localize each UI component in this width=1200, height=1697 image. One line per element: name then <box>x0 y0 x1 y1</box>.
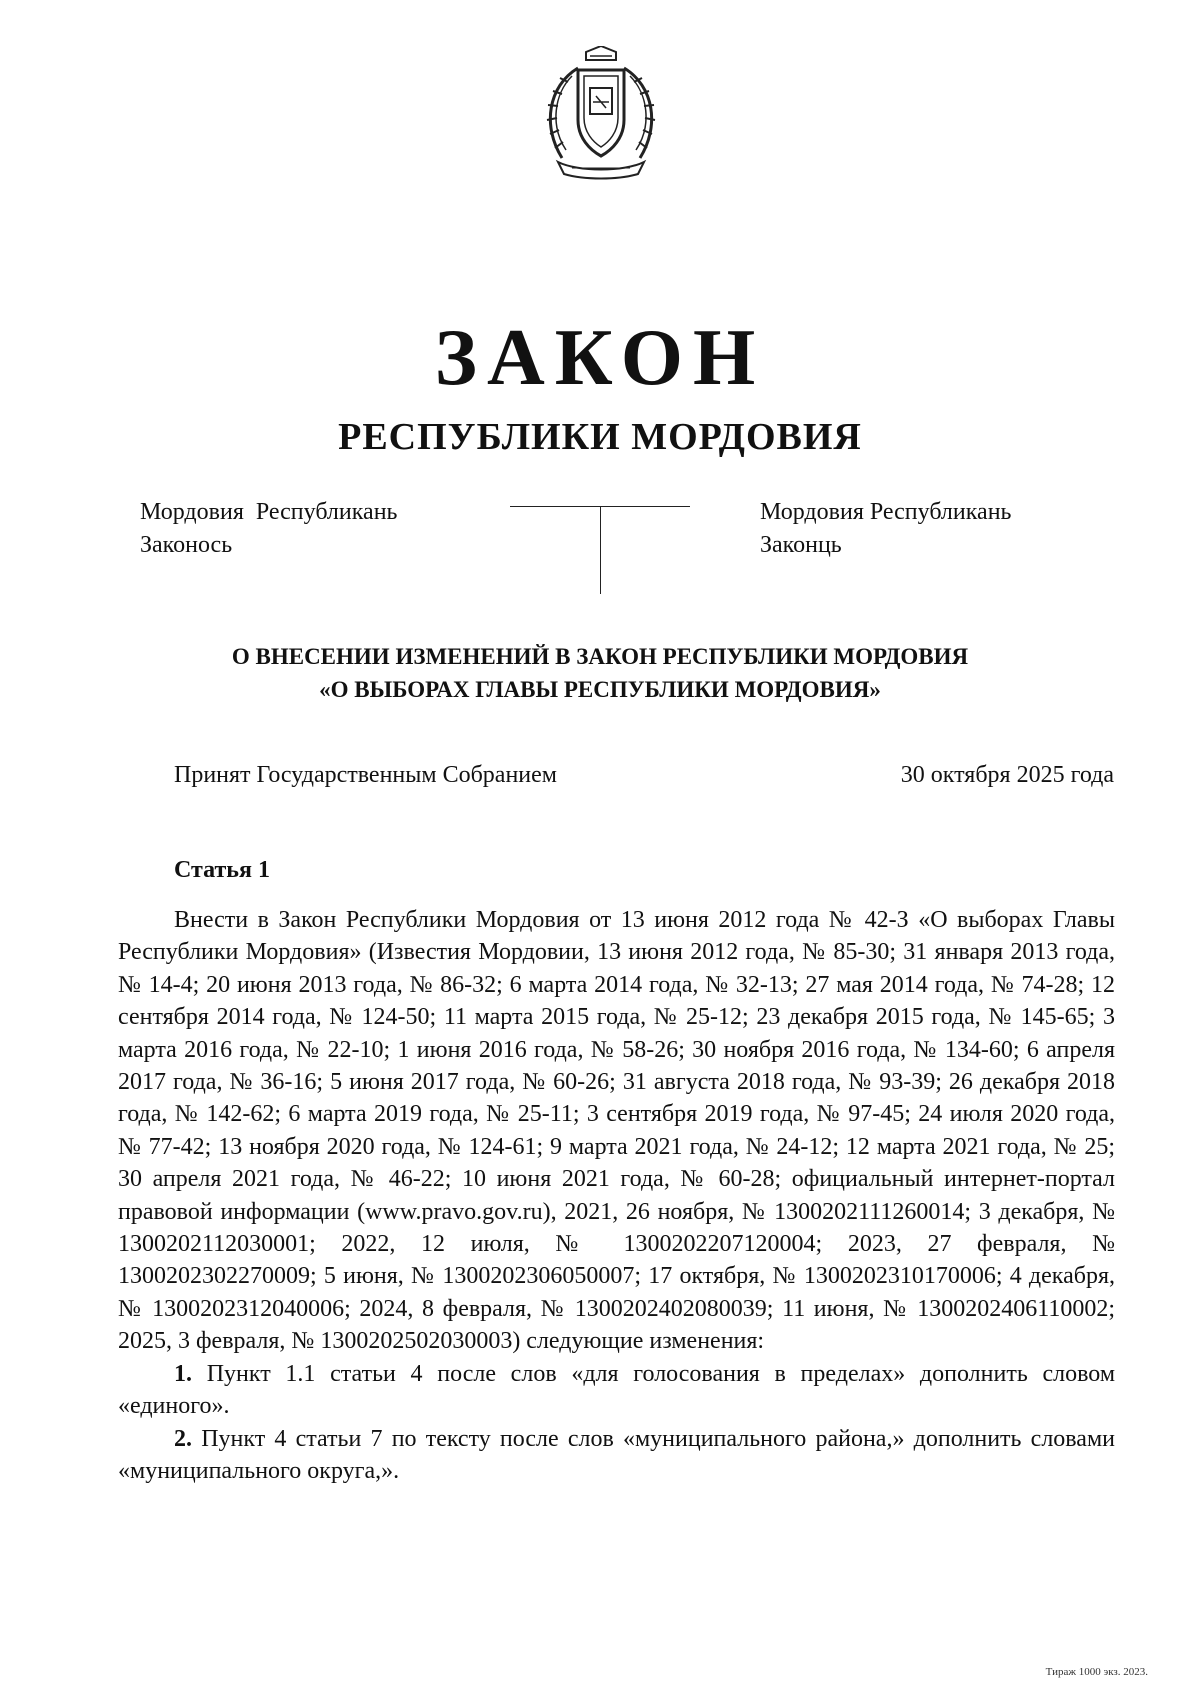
erzya-line-1: Мордовия Республикань <box>760 499 1012 525</box>
article-heading: Статья 1 <box>174 857 270 883</box>
erzya-law-name <box>760 496 1011 562</box>
law-subtitle: РЕСПУБЛИКИ МОРДОВИЯ <box>338 416 862 458</box>
coat-of-arms-icon <box>538 46 664 182</box>
article-item-number: 2. <box>174 1425 192 1452</box>
article-body <box>118 904 1115 1487</box>
document-title-line-1: О ВНЕСЕНИИ ИЗМЕНЕНИЙ В ЗАКОН РЕСПУБЛИКИ МОРДОВИЯ <box>231 644 969 669</box>
article-item-number: 1. <box>174 1360 192 1387</box>
adopted-by: Принят Государственным Собранием <box>174 762 557 788</box>
article-intro: Внести в Закон Республики Мордовия от 13 июня 2012 года № 42-З «О выборах Главы Республики Мордовия» (Известия Мордовии, 13 июня 2012 года, № 85-30; 31 января 2013 года, № 14-4; 20 июня 2013 года, № 86-32; 6 марта 2014 года, № 32-13; 27 мая 2014 года, № 74-28; 12 сентября 2014 года, № 124-50; 11 марта 2015 года, № 25-12; 23 декабря 2015 года, № 145-65; 3 марта 2016 года, № 22-10; 1 июня 2016 года, № 58-26; 30 ноября 2016 года, № 134-60; 6 апреля 2017 года, № 36-16; 5 июня 2017 года, № 60-26; 31 августа 2018 года, № 93-39; 26 декабря 2018 года, № 142-62; 6 марта 2019 года, № 25-11; 3 сентября 2019 года, № 97-45; 24 июля 2020 года, № 77-42; 13 ноября 2020 года, № 124-61; 9 марта 2021 года, № 24-12; 12 марта 2021 года, № 25; 30 апреля 2021 года, № 46-22; 10 июня 2021 года, № 60-28; официальный интернет-портал правовой информации (www.pravo.gov.ru), 2021, 26 ноября, № 1300202111260014; 3 декабря, № 1300202112030001; 2022, 12 июля, № 1300202207120004; 2023, 27 февраля, № 1300202302270009; 5 июня, № 1300202306050007; 17 октября, № 1300202310170006; 4 декабря, № 1300202312040006; 2024, 8 февраля, № 1300202402080039; 11 июня, № 1300202406110002; 2025, 3 февраля, № 1300202502030003) следующие изменения: <box>118 907 1115 1355</box>
article-item-text: Пункт 1.1 статьи 4 после слов «для голосования в пределах» дополнить словом «единого». <box>118 1360 1116 1420</box>
header-divider-vertical <box>600 506 601 594</box>
document-title <box>0 640 1200 706</box>
moksha-law-name <box>140 496 397 562</box>
document-title-line-2: «О ВЫБОРАХ ГЛАВЫ РЕСПУБЛИКИ МОРДОВИЯ» <box>319 677 881 702</box>
article-item <box>118 1423 1115 1488</box>
article-item <box>118 1358 1115 1423</box>
erzya-line-2: Законць <box>760 532 842 558</box>
law-title: ЗАКОН <box>434 314 766 402</box>
article-item-text: Пункт 4 статьи 7 по тексту после слов «муниципального района,» дополнить словами «муниципального округа,». <box>118 1425 1115 1484</box>
print-run-note: Тираж 1000 экз. 2023. <box>1045 1666 1148 1678</box>
moksha-line-2: Законось <box>140 532 233 558</box>
moksha-line-1: Мордовия Республикань <box>140 499 398 525</box>
adopted-date: 30 октября 2025 года <box>900 762 1114 788</box>
